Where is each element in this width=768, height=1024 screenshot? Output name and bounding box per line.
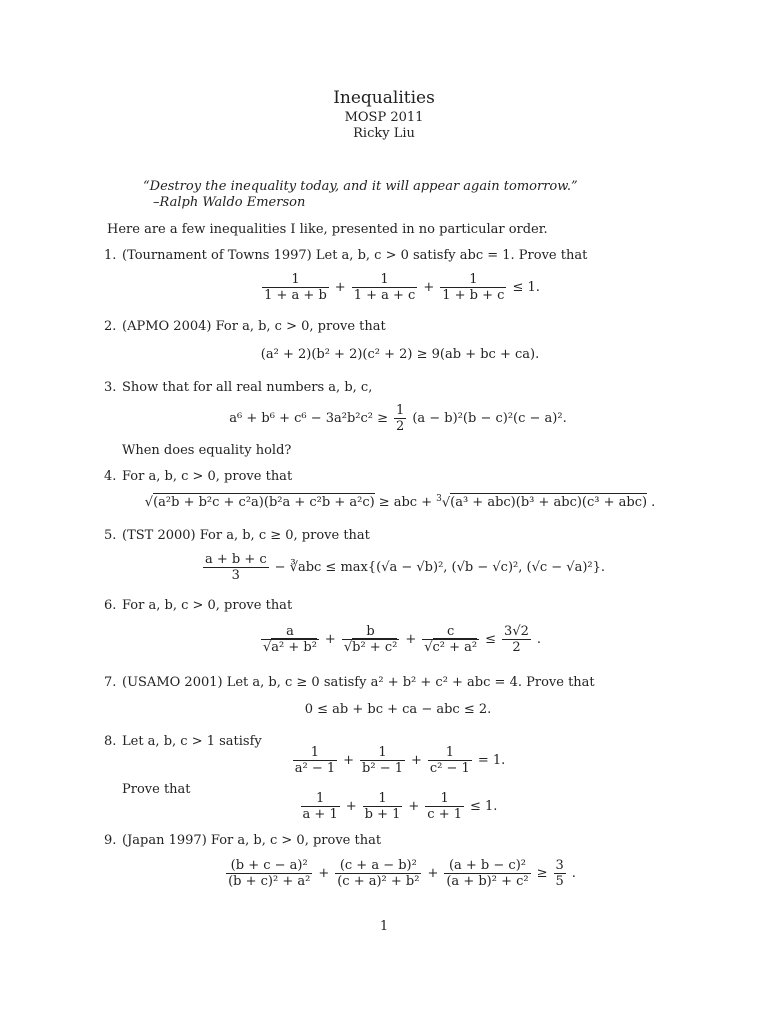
problem-number: 1.	[104, 248, 117, 263]
problem-7-text: (USAMO 2001) Let a, b, c ≥ 0 satisfy a² + b² + c² + abc = 4. Prove that	[122, 675, 595, 690]
problem-6-text: For a, b, c > 0, prove that	[122, 598, 293, 613]
problem-1-text: (Tournament of Towns 1997) Let a, b, c > 0 satisfy abc = 1. Prove that	[122, 248, 588, 263]
problem-3-followup: When does equality hold?	[122, 443, 292, 458]
problem-3-formula: a⁶ + b⁶ + c⁶ − 3a²b²c² ≥ $\frac{1}{2}$ (a − b)²(b − c)²(c − a)².	[229, 403, 567, 434]
problem-8-formula-2: $\frac{1}{a + 1}$ + $\frac{1}{b + 1}$ + $\frac{1}{c + 1}$ ≤ 1.	[302, 791, 498, 822]
document-author: Ricky Liu	[353, 126, 415, 141]
document-event: MOSP 2011	[344, 110, 424, 125]
problem-5-formula: $\frac{a + b + c}{3}$ − ∛abc ≤ max{(√a − √b)², (√b − √c)², (√c − √a)²}.	[204, 552, 606, 583]
problem-6-formula: $\frac{a}{\text{√a² + b²}}$ + $\frac{b}{\text{√b² + c²}}$ + $\frac{c}{\text{√c² + a²}}$ ≤ $\frac{3√2}{2}$ .	[262, 624, 542, 655]
document-title: Inequalities	[333, 88, 435, 108]
problem-number: 6.	[104, 598, 117, 613]
page-number: 1	[379, 919, 389, 934]
problem-8-formula: $\frac{1}{\text{a² − 1}}$ + $\frac{1}{\text{b² − 1}}$ + $\frac{1}{\text{c² − 1}}$ = 1.	[294, 745, 506, 776]
problem-3-text: Show that for all real numbers a, b, c,	[122, 380, 373, 395]
problem-9-formula: $\frac{\text{(b + c − a)²}}{\text{(b + c)² + a²}}$ + $\frac{\text{(c + a − b)²}}{\text{(c + a)² + b²}}$ + $\frac{\text{(a + b − c)²}}{\text{(a + b)² + c²}}$ ≥ $\frac{3}{5}$ .	[228, 858, 576, 889]
problem-number: 8.	[104, 734, 117, 749]
epigraph-attribution: –Ralph Waldo Emerson	[153, 195, 306, 210]
problem-number: 4.	[104, 469, 117, 484]
epigraph-quote: “Destroy the inequality today, and it will appear again tomorrow.”	[143, 179, 578, 194]
problem-4-formula: √(a²b + b²c + c²a)(b²a + c²b + a²c) ≥ abc + $^3$√(a³ + abc)(b³ + abc)(c³ + abc) .	[144, 494, 656, 511]
problem-5-text: (TST 2000) For a, b, c ≥ 0, prove that	[122, 528, 370, 543]
problem-2-formula: (a² + 2)(b² + 2)(c² + 2) ≥ 9(ab + bc + ca).	[260, 347, 540, 362]
problem-2-text: (APMO 2004) For a, b, c > 0, prove that	[122, 319, 386, 334]
problem-number: 9.	[104, 833, 117, 848]
problem-number: 3.	[104, 380, 117, 395]
problem-8-text: Let a, b, c > 1 satisfy	[122, 734, 262, 749]
problem-number: 2.	[104, 319, 117, 334]
problem-8-followup: Prove that	[122, 782, 191, 797]
problem-1-formula: $\frac{1}{1 + a + b}$ + $\frac{1}{1 + a + c}$ + $\frac{1}{1 + b + c}$ ≤ 1.	[264, 272, 540, 303]
problem-number: 7.	[104, 675, 117, 690]
problem-4-text: For a, b, c > 0, prove that	[122, 469, 293, 484]
problem-9-text: (Japan 1997) For a, b, c > 0, prove that	[122, 833, 382, 848]
problem-7-formula: 0 ≤ ab + bc + ca − abc ≤ 2.	[304, 702, 492, 717]
problem-number: 5.	[104, 528, 117, 543]
intro-text: Here are a few inequalities I like, presented in no particular order.	[107, 222, 548, 237]
